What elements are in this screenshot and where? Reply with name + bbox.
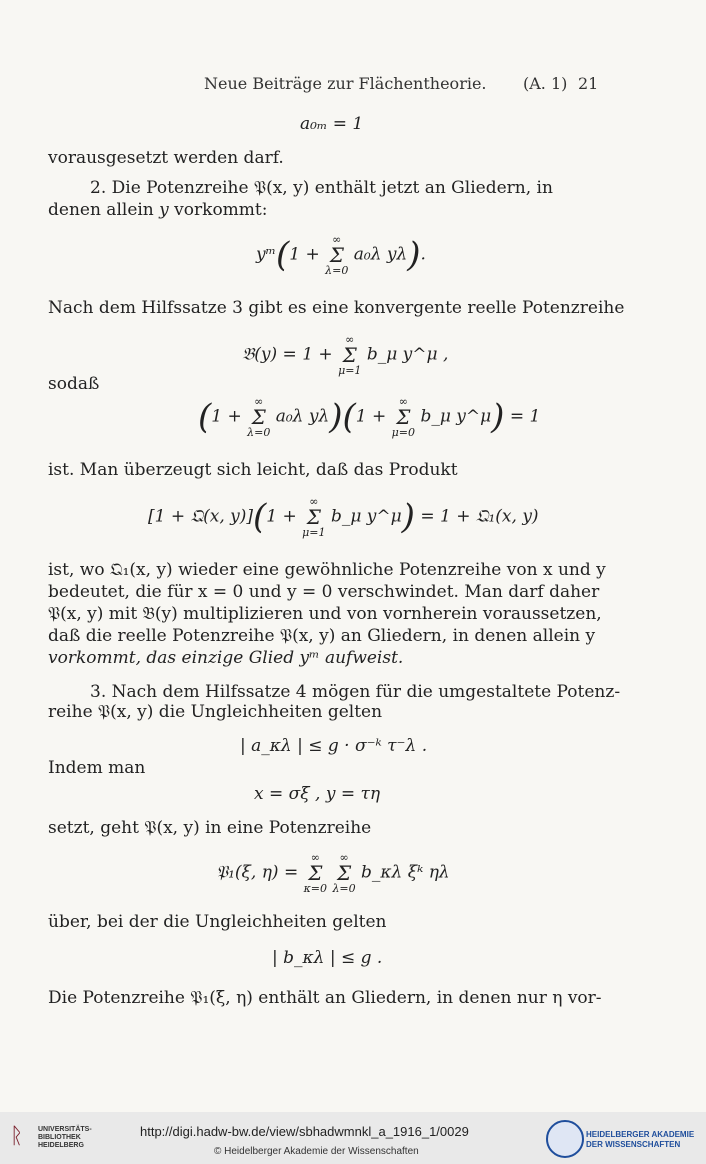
sum-symbol: ∞ Σ λ=0 [325, 233, 349, 277]
text-line: ist, wo 𝔔₁(x, y) wieder eine gewöhnliche Potenzreihe von x und y [48, 560, 606, 580]
library-logo-icon: ᚱ [10, 1124, 24, 1149]
text-line: vorkommt, das einzige Glied yᵐ aufweist. [48, 648, 404, 668]
text-line: Indem man [48, 758, 146, 778]
text-line: bedeutet, die für x = 0 und y = 0 verschwindet. Man darf daher [48, 582, 600, 602]
text-line: Die Potenzreihe 𝔓₁(ξ, η) enthält an Gliedern, in denen nur η vor- [48, 988, 602, 1008]
text-line: vorausgesetzt werden darf. [48, 148, 284, 168]
equation-P1: 𝔓₁(ξ, η) = ∞ Σ κ=0 ∞ Σ λ=0 b_κλ ξᵏ ηλ [216, 851, 450, 895]
equation-product: (1 + ∞ Σ λ=0 a₀λ yλ)(1 + ∞ Σ μ=0 b_μ y^μ) = 1 [198, 395, 541, 439]
running-title: Neue Beiträge zur Flächentheorie. [204, 74, 487, 93]
viewer-footer [0, 1112, 706, 1164]
library-logo-text: UNIVERSITÄTS- BIBLIOTHEK HEIDELBERG [38, 1126, 92, 1149]
text-line: denen allein y vorkommt: [48, 200, 268, 220]
text-line: Nach dem Hilfssatze 3 gibt es eine konvergente reelle Potenzreihe [48, 298, 625, 318]
text-line: über, bei der die Ungleichheiten gelten [48, 912, 387, 932]
text-line: ist. Man überzeugt sich leicht, daß das Produkt [48, 460, 458, 480]
text-line: reihe 𝔓(x, y) die Ungleichheiten gelten [48, 702, 383, 722]
text-line: 3. Nach dem Hilfssatze 4 mögen für die umgestaltete Potenz- [90, 682, 621, 702]
academy-logo-text: HEIDELBERGER AKADEMIE DER WISSENSCHAFTEN [586, 1130, 695, 1149]
sum-symbol: ∞ Σ μ=1 [302, 495, 326, 539]
equation-substitution: x = σξ , y = τη [254, 784, 381, 804]
text-line: setzt, geht 𝔓(x, y) in eine Potenzreihe [48, 818, 372, 838]
document-url-link[interactable]: http://digi.hadw-bw.de/view/sbhadwmnkl_a_1916_1/0029 [140, 1124, 469, 1139]
section-ref: (A. 1) [523, 74, 568, 93]
sum-symbol: ∞ Σ λ=0 [247, 395, 271, 439]
text-line: daß die reelle Potenzreihe 𝔓(x, y) an Gliedern, in denen allein y [48, 626, 596, 646]
text-line: 𝔓(x, y) mit 𝔅(y) multiplizieren und von vornherein voraussetzen, [48, 604, 602, 624]
sum-symbol: ∞ Σ μ=1 [338, 333, 362, 377]
equation-inequality-a: | a_κλ | ≤ g · σ⁻ᵏ τ⁻λ . [240, 736, 428, 756]
university-library-logo[interactable] [10, 1122, 100, 1156]
academy-seal-icon [546, 1120, 584, 1158]
sum-symbol: ∞ Σ λ=0 [332, 851, 356, 895]
equation-a0m: a₀ₘ = 1 [300, 114, 364, 134]
sum-symbol: ∞ Σ μ=0 [391, 395, 416, 439]
text-line: sodaß [48, 374, 100, 394]
equation-Q: [1 + 𝔔(x, y)](1 + ∞ Σ μ=1 b_μ y^μ) = 1 + 𝔔₁(x, y) [148, 495, 539, 539]
copyright-text: © Heidelberger Akademie der Wissenschaften [214, 1146, 419, 1157]
sum-symbol: ∞ Σ κ=0 [303, 851, 328, 895]
equation-inequality-b: | b_κλ | ≤ g . [272, 948, 383, 968]
text-line: 2. Die Potenzreihe 𝔓(x, y) enthält jetzt an Gliedern, in [90, 178, 553, 198]
academy-logo[interactable] [546, 1120, 702, 1158]
equation-ym: yᵐ(1 + ∞ Σ λ=0 a₀λ yλ). [256, 233, 426, 277]
page-number: 21 [578, 74, 599, 93]
equation-B: 𝔅(y) = 1 + ∞ Σ μ=1 b_μ y^μ , [242, 333, 449, 377]
